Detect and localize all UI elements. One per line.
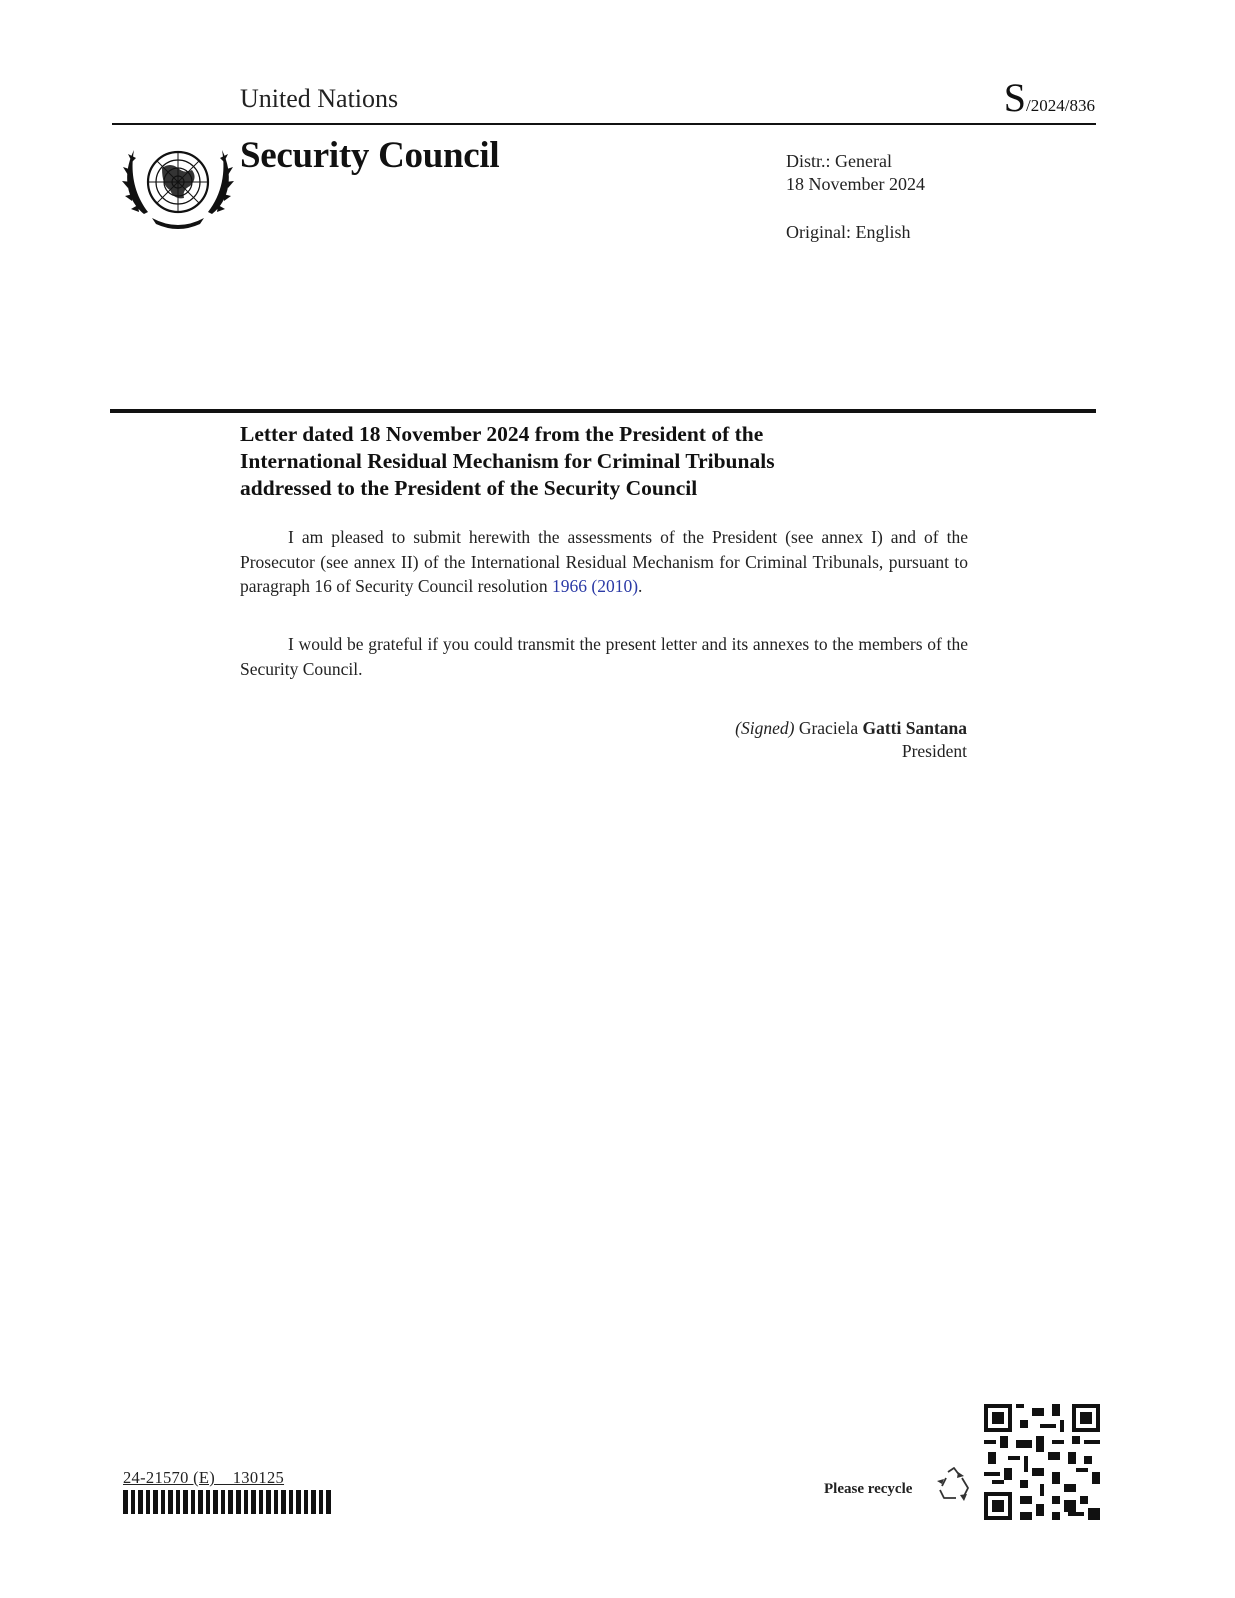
signature-block [735, 717, 967, 763]
document-symbol [1004, 74, 1095, 121]
job-number: 24-21570 (E) 130125 [123, 1468, 285, 1487]
title-line: addressed to the President of the Security Council [240, 476, 698, 500]
body-name: Security Council [240, 135, 500, 176]
signatory-last-name: Gatti Santana [862, 718, 967, 738]
paragraph-1 [240, 525, 968, 599]
title-line: Letter dated 18 November 2024 from the President of the [240, 422, 764, 446]
resolution-link[interactable]: 1966 (2010) [552, 576, 639, 596]
un-emblem-icon [118, 134, 238, 236]
title-line: International Residual Mechanism for Criminal Tribunals [240, 449, 775, 473]
original-language: Original: English [786, 222, 911, 242]
signatory-title: President [901, 741, 967, 761]
symbol-prefix: S [1003, 75, 1027, 120]
title-rule [110, 409, 1096, 413]
recycle-icon [934, 1466, 974, 1504]
signatory-first-name: Graciela [798, 718, 859, 738]
qr-code-icon [984, 1404, 1100, 1520]
signed-label: (Signed) [735, 718, 795, 738]
organization-name: United Nations [240, 84, 399, 113]
paragraph-1-text: I am pleased to submit herewith the assessments of the President (see annex I) and of the Prosecutor (see annex II) of the International Residual Mechanism for Criminal Tribunals, pursuant to paragraph 16 of Security Council resolution [240, 527, 968, 596]
barcode-icon [123, 1490, 331, 1514]
distribution-block [786, 150, 925, 196]
symbol-number: /2024/836 [1026, 96, 1095, 115]
letter-title [240, 421, 940, 502]
paragraph-1-end: . [638, 576, 643, 596]
paragraph-2: I would be grateful if you could transmit the present letter and its annexes to the members of the Security Council. [240, 634, 968, 679]
document-date: 18 November 2024 [786, 174, 925, 194]
header-rule [112, 123, 1096, 125]
distribution-label: Distr.: General [786, 151, 892, 171]
recycle-text: Please recycle [824, 1481, 913, 1497]
